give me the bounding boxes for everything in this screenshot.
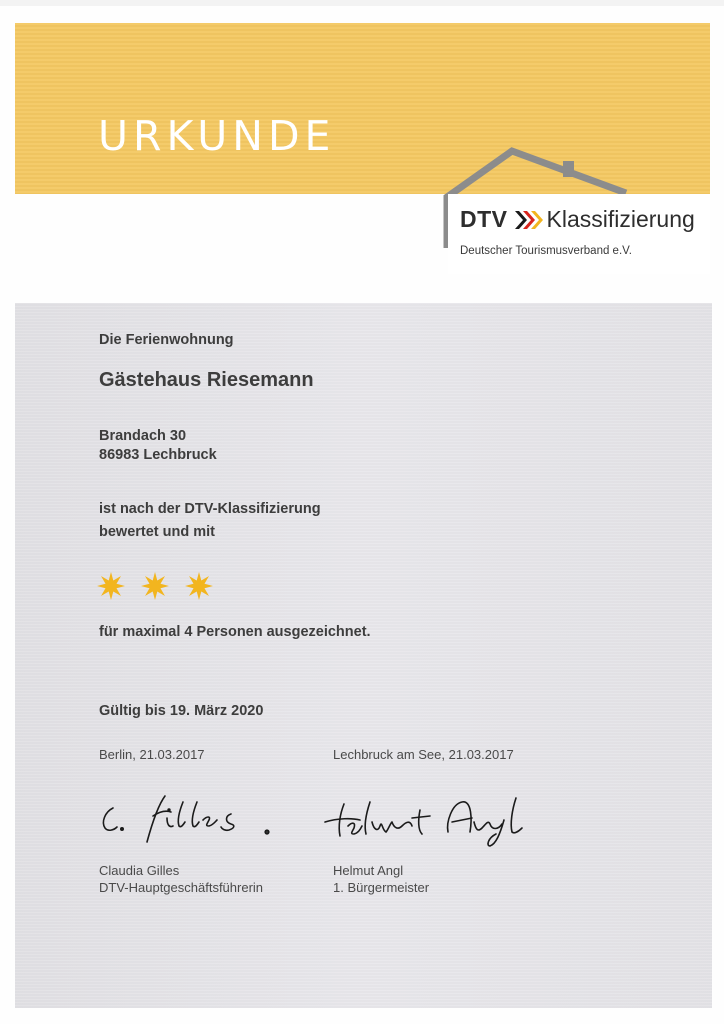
left-signer-role: DTV-Hauptgeschäftsführerin: [99, 880, 264, 895]
statement-line-1: ist nach der DTV-Klassifizierung: [99, 501, 321, 517]
logo-brand: DTV: [460, 206, 508, 232]
left-place-date: Berlin, 21.03.2017: [99, 747, 205, 762]
signature-claudia-gilles: [95, 790, 285, 852]
address-line-1: Brandach 30: [99, 428, 187, 444]
star-icon: [184, 571, 214, 601]
capacity-text: für maximal 4 Personen ausgezeichnet.: [99, 624, 371, 640]
right-place-date: Lechbruck am See, 21.03.2017: [333, 747, 514, 762]
logo-name: Klassifizierung: [546, 206, 695, 232]
intro-text: Die Ferienwohnung: [99, 332, 234, 348]
right-signer-role: 1. Bürgermeister: [333, 880, 430, 895]
left-signer-name: Claudia Gilles: [99, 863, 180, 878]
star-rating: [96, 571, 214, 601]
logo-subtitle: Deutscher Tourismusverband e.V.: [460, 245, 632, 257]
signature-helmut-angl: [320, 790, 530, 852]
address-line-2: 86983 Lechbruck: [99, 447, 217, 463]
validity-text: Gültig bis 19. März 2020: [99, 703, 264, 719]
property-name: Gästehaus Riesemann: [99, 369, 314, 391]
certificate-body: [15, 303, 712, 1008]
statement-line-2: bewertet und mit: [99, 524, 216, 540]
dtv-logo: [460, 208, 695, 231]
certificate-title: URKUNDE: [98, 112, 336, 160]
chevron-arrows-icon: [513, 209, 543, 231]
right-signer-name: Helmut Angl: [333, 863, 404, 878]
star-icon: [96, 571, 126, 601]
star-icon: [140, 571, 170, 601]
